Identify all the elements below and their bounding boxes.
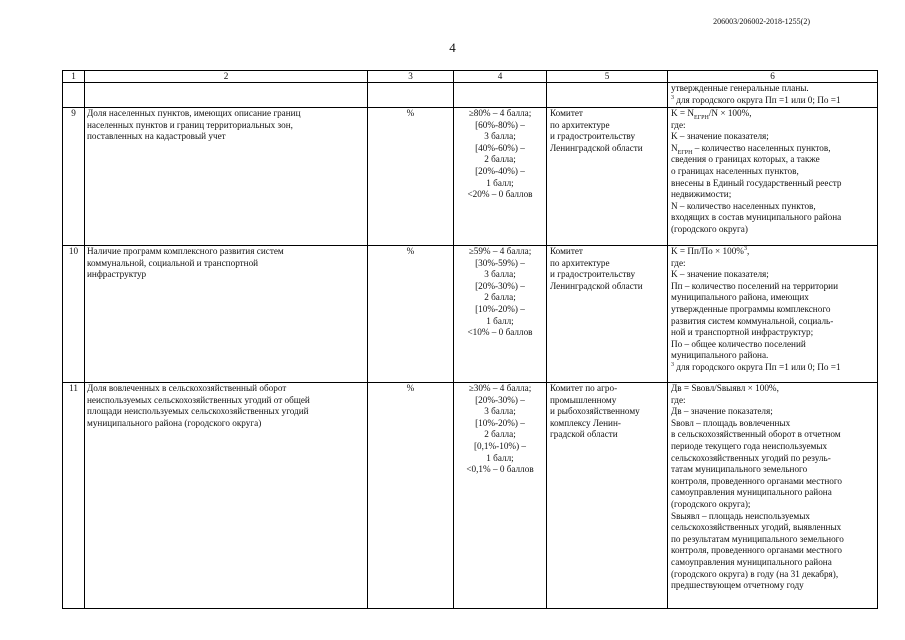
formula-cell: K = Пп/По × 100%$^3$, где: K – значение показателя; Пп – количество поселений на территории муниципального района, имеющих утвержденные программы комплексного развития систем коммунальной, социаль- ной и транспортной инфраструктур; По – общее количество поселений муниципального района. $^3$ для городского округа Пп =1 или 0; По =1 <box>668 246 878 383</box>
table-header-row <box>63 71 878 83</box>
column-header: 1 <box>63 71 85 83</box>
column-header: 4 <box>454 71 547 83</box>
continuation-cell: утвержденные генеральные планы. $^3$ для городского округа Пп =1 или 0; По =1 <box>668 83 878 108</box>
indicators-table <box>62 70 878 609</box>
formula-cell: $K = N_{ЕГРН}/N \times 100\%$, где: K – значение показателя; $N_{ЕГРН}$ – количество населенных пунктов, сведения о границах которых, а также о границах населенных пунктов, внесены в Единый государственный реестр недвижимости; N – количество населенных пунктов, входящих в состав муниципального района (городского округа) <box>668 108 878 246</box>
column-header: 6 <box>668 71 878 83</box>
column-header: 2 <box>85 71 368 83</box>
scores-cell: ≥80% – 4 балла; [60%-80%) – 3 балла; [40%-60%) – 2 балла; [20%-40%) – 1 балл; <20% – 0 баллов <box>454 108 547 246</box>
table-row <box>63 383 878 609</box>
scores-cell: ≥59% – 4 балла; [30%-59%) – 3 балла; [20%-30%) – 2 балла; [10%-20%) – 1 балл; <10% – 0 баллов <box>454 246 547 383</box>
row-number: 10 <box>63 246 85 383</box>
page-number: 4 <box>449 40 456 55</box>
scores-cell: ≥30% – 4 балла; [20%-30%) – 3 балла; [10%-20%) – 2 балла; [0,1%-10%) – 1 балл; <0,1% – 0 баллов <box>454 383 547 609</box>
continuation-row <box>63 83 878 108</box>
unit-cell: % <box>368 246 454 383</box>
row-number: 9 <box>63 108 85 246</box>
responsible-cell: Комитет по архитектуре и градостроительству Ленинградской области <box>547 246 668 383</box>
unit-cell: % <box>368 108 454 246</box>
indicator-cell: Доля вовлеченных в сельскохозяйственный оборот неиспользуемых сельскохозяйственных угодий от общей площади неиспользуемых сельскохозяйственных угодий муниципального района (городского округа) <box>85 383 368 609</box>
column-header: 3 <box>368 71 454 83</box>
column-header: 5 <box>547 71 668 83</box>
document-number: 206003/206002-2018-1255(2) <box>713 17 810 26</box>
unit-cell: % <box>368 383 454 609</box>
responsible-cell: Комитет по архитектуре и градостроительству Ленинградской области <box>547 108 668 246</box>
row-number: 11 <box>63 383 85 609</box>
table-row <box>63 246 878 383</box>
table-row <box>63 108 878 246</box>
indicator-cell: Доля населенных пунктов, имеющих описание границ населенных пунктов и границ территориальных зон, поставленных на кадастровый учет <box>85 108 368 246</box>
formula-cell: Дв = Sвовл/Sвыявл × 100%, где: Дв – значение показателя; Sвовл – площадь вовлеченных в сельскохозяйственный оборот в отчетном периоде текущего года неиспользуемых сельскохозяйственных угодий по резуль- татам муниципального земельного контроля, проведенного органами местного самоуправления муниципального района (городского округа); Sвыявл – площадь неиспользуемых сельскохозяйственных угодий, выявленных по результатам муниципального земельного контроля, проведенного органами местного самоуправления муниципального района (городского округа) в году (на 31 декабря), предшествующем отчетному году <box>668 383 878 609</box>
responsible-cell: Комитет по агро- промышленному и рыбохозяйственному комплексу Ленин- градской области <box>547 383 668 609</box>
indicator-cell: Наличие программ комплексного развития систем коммунальной, социальной и транспортной инфраструктур <box>85 246 368 383</box>
